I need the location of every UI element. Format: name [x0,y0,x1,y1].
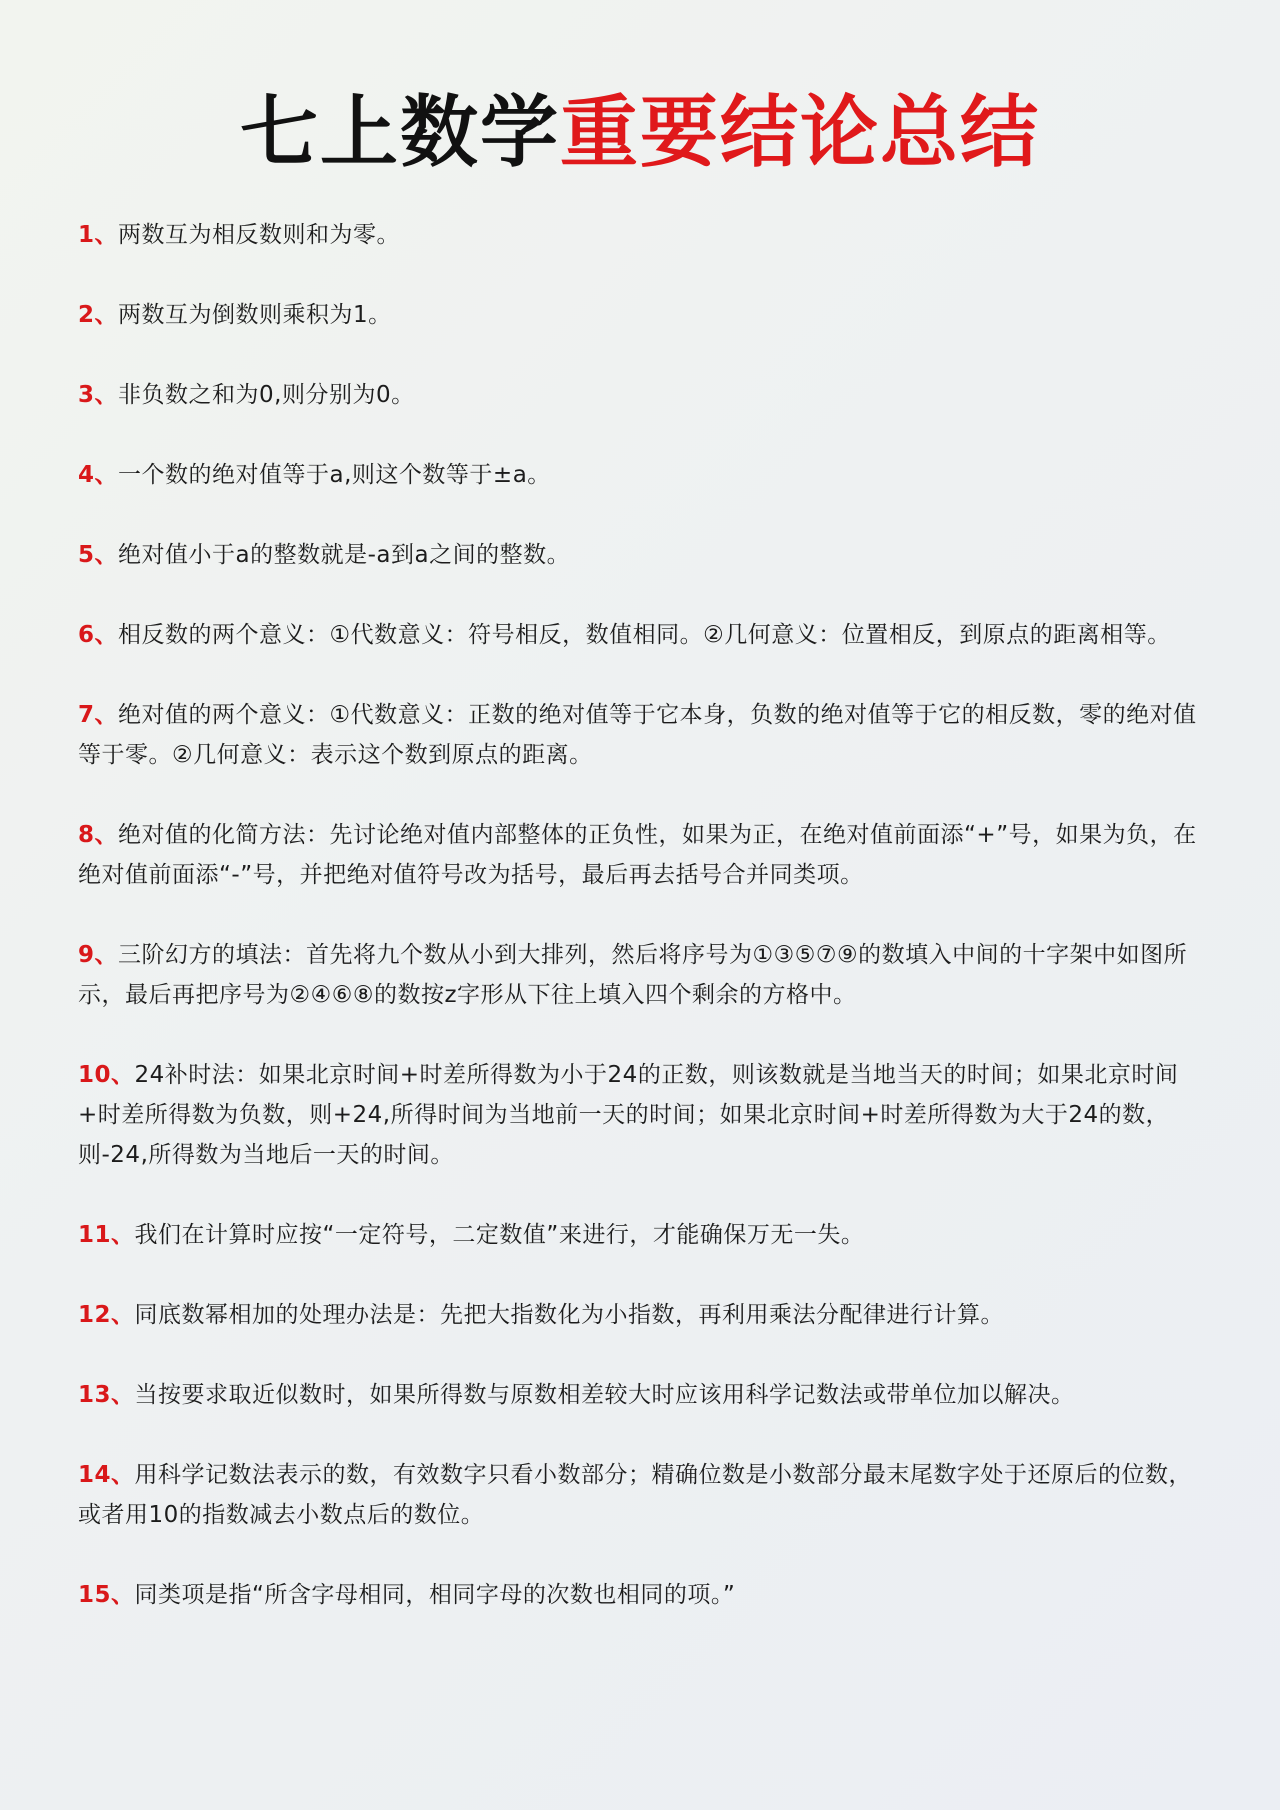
item-number: 1、 [78,222,119,248]
item-text: 两数互为相反数则和为零。 [118,222,401,248]
item-text: 我们在计算时应按“一定符号，二定数值”来进行，才能确保万无一失。 [134,1222,865,1248]
item-text: 24补时法：如果北京时间+时差所得数为小于24的正数，则该数就是当地当天的时间；如果北京时间+时差所得数为负数，则+24,所得时间为当地前一天的时间；如果北京时间+时差所得数为大于24的数，则-24,所得数为当地后一天的时间。 [78,1062,1179,1168]
item-number: 14、 [78,1462,135,1488]
item-number: 6、 [78,622,119,648]
list-item [78,535,1202,575]
item-number: 4、 [78,462,119,488]
item-text: 相反数的两个意义：①代数意义：符号相反，数值相同。②几何意义：位置相反，到原点的距离相等。 [118,622,1171,648]
item-number: 7、 [78,702,119,728]
list-item [78,815,1202,895]
title-part-red: 重要结论总结 [560,88,1041,178]
item-number: 3、 [78,382,119,408]
item-text: 同类项是指“所含字母相同，相同字母的次数也相同的项。” [134,1582,736,1608]
title-part-black: 七上数学 [239,88,560,178]
list-item [78,1055,1202,1175]
conclusion-list [78,215,1202,1615]
item-text: 三阶幻方的填法：首先将九个数从小到大排列，然后将序号为①③⑤⑦⑨的数填入中间的十字架中如图所示，最后再把序号为②④⑥⑧的数按z字形从下往上填入四个剩余的方格中。 [78,942,1188,1008]
list-item [78,215,1202,255]
item-number: 12、 [78,1302,135,1328]
list-item [78,1375,1202,1415]
item-text: 一个数的绝对值等于a,则这个数等于±a。 [118,462,551,488]
item-text: 两数互为倒数则乘积为1。 [118,302,392,328]
item-text: 绝对值的两个意义：①代数意义：正数的绝对值等于它本身，负数的绝对值等于它的相反数，零的绝对值等于零。②几何意义：表示这个数到原点的距离。 [78,702,1197,768]
item-number: 13、 [78,1382,135,1408]
item-text: 绝对值小于a的整数就是-a到a之间的整数。 [118,542,571,568]
list-item [78,1455,1202,1535]
list-item [78,295,1202,335]
list-item [78,695,1202,775]
list-item [78,1295,1202,1335]
item-text: 绝对值的化简方法：先讨论绝对值内部整体的正负性，如果为正，在绝对值前面添“+”号，如果为负，在绝对值前面添“-”号，并把绝对值符号改为括号，最后再去括号合并同类项。 [78,822,1197,888]
list-item [78,1215,1202,1255]
list-item [78,615,1202,655]
item-number: 15、 [78,1582,135,1608]
item-number: 8、 [78,822,119,848]
item-number: 10、 [78,1062,135,1088]
item-number: 5、 [78,542,119,568]
list-item [78,1575,1202,1615]
item-text: 非负数之和为0,则分别为0。 [118,382,415,408]
item-number: 9、 [78,942,119,968]
list-item [78,375,1202,415]
page-title [78,0,1202,178]
item-number: 2、 [78,302,119,328]
item-text: 同底数幂相加的处理办法是：先把大指数化为小指数，再利用乘法分配律进行计算。 [134,1302,1005,1328]
item-text: 用科学记数法表示的数，有效数字只看小数部分；精确位数是小数部分最末尾数字处于还原后的位数，或者用10的指数减去小数点后的数位。 [78,1462,1193,1528]
list-item [78,935,1202,1015]
item-text: 当按要求取近似数时，如果所得数与原数相差较大时应该用科学记数法或带单位加以解决。 [134,1382,1075,1408]
list-item [78,455,1202,495]
item-number: 11、 [78,1222,135,1248]
